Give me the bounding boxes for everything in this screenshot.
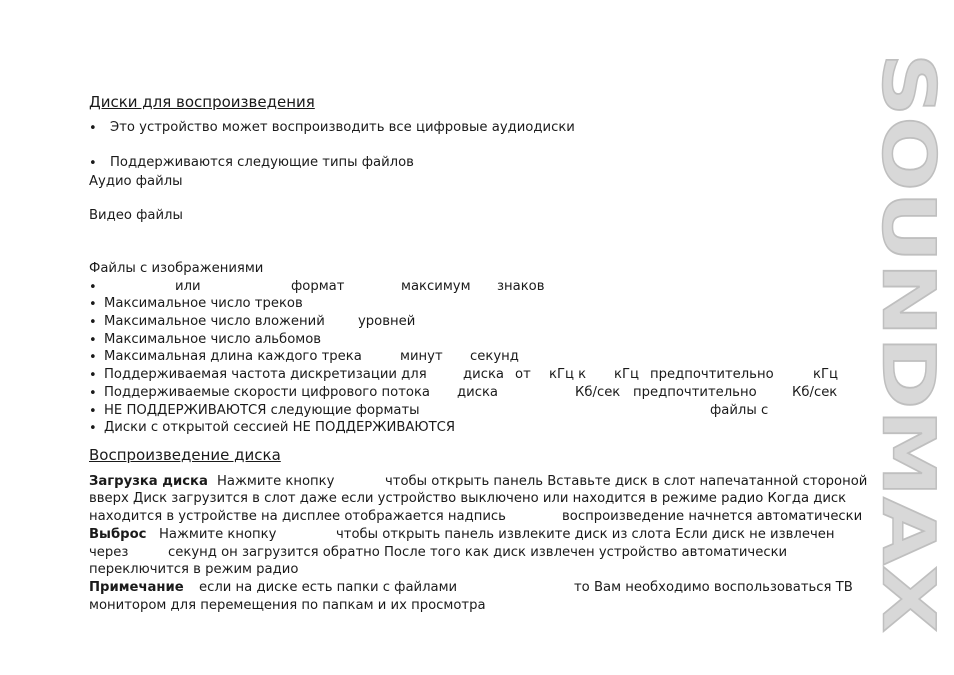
list-item-text: диска bbox=[463, 367, 504, 382]
bullet-marker: • bbox=[89, 297, 97, 312]
list-item-text: формат bbox=[291, 279, 345, 294]
list-item-text: от bbox=[515, 367, 531, 382]
eject-text: переключится в режим радио bbox=[89, 562, 299, 577]
list-item-text: предпочтительно bbox=[633, 385, 757, 400]
list-item-text: Максимальное число вложений bbox=[104, 314, 325, 329]
load-text: чтобы открыть панель Вставьте диск в слот напечатанной стороной bbox=[385, 474, 868, 489]
load-text: находится в устройстве на дисплее отображается надпись bbox=[89, 509, 506, 524]
load-text: Нажмите кнопку bbox=[217, 474, 335, 489]
eject-text: секунд он загрузится обратно После того как диск извлечен устройство автоматически bbox=[168, 545, 788, 560]
list-item-text: кГц к bbox=[549, 367, 587, 382]
section-title-discs: Диски для воспроизведения bbox=[89, 93, 315, 111]
bullet-marker: • bbox=[89, 333, 97, 348]
note-label: Примечание bbox=[89, 580, 184, 595]
list-item-text: предпочтительно bbox=[650, 367, 774, 382]
eject-text: Нажмите кнопку bbox=[159, 527, 277, 542]
list-item-text: знаков bbox=[497, 279, 545, 294]
soundmax-logo bbox=[866, 48, 951, 638]
list-item-text: минут bbox=[400, 349, 443, 364]
video-files-label: Видео файлы bbox=[89, 208, 183, 223]
list-item-text: Поддерживаемые скорости цифрового потока bbox=[104, 385, 430, 400]
audio-files-label: Аудио файлы bbox=[89, 174, 183, 189]
note-text: то Вам необходимо воспользоваться ТВ bbox=[574, 580, 853, 595]
list-item-text: Кб/сек bbox=[792, 385, 838, 400]
list-item-text: или bbox=[175, 279, 201, 294]
bullet-marker: • bbox=[89, 386, 97, 401]
list-item-text: максимум bbox=[401, 279, 471, 294]
eject-label: Выброс bbox=[89, 527, 147, 542]
list-item-text: диска bbox=[457, 385, 498, 400]
list-item-text: Максимальное число альбомов bbox=[104, 332, 322, 347]
list-item-text: секунд bbox=[470, 349, 519, 364]
list-item-text: Диски с открытой сессией НЕ ПОДДЕРЖИВАЮТСЯ bbox=[104, 420, 456, 435]
list-item-text: кГц bbox=[813, 367, 838, 382]
note-text: монитором для перемещения по папкам и их просмотра bbox=[89, 598, 486, 613]
list-item-text: Кб/сек bbox=[575, 385, 621, 400]
image-files-label: Файлы с изображениями bbox=[89, 261, 264, 276]
bullet-marker: • bbox=[89, 156, 97, 171]
list-item-text: уровней bbox=[358, 314, 416, 329]
list-item-text: Поддерживаемая частота дискретизации для bbox=[104, 367, 427, 382]
bullet-file-types: Поддерживаются следующие типы файлов bbox=[110, 155, 414, 170]
eject-text: чтобы открыть панель извлеките диск из слота Если диск не извлечен bbox=[336, 527, 835, 542]
bullet-marker: • bbox=[89, 368, 97, 383]
bullet-all-audio-discs: Это устройство может воспроизводить все цифровые аудиодиски bbox=[110, 120, 575, 135]
load-text: воспроизведение начнется автоматически bbox=[562, 509, 863, 524]
load-text: вверх Диск загрузится в слот даже если устройство выключено или находится в режиме радио Когда диск bbox=[89, 491, 847, 506]
bullet-marker: • bbox=[89, 121, 97, 136]
bullet-marker: • bbox=[89, 404, 97, 419]
list-item-text: НЕ ПОДДЕРЖИВАЮТСЯ следующие форматы bbox=[104, 403, 420, 418]
logo-text: SOUNDMAX bbox=[866, 53, 951, 528]
load-disc-label: Загрузка диска bbox=[89, 474, 208, 489]
list-item-text: файлы с bbox=[710, 403, 769, 418]
bullet-marker: • bbox=[89, 421, 97, 436]
note-text: если на диске есть папки с файлами bbox=[199, 580, 458, 595]
section-title-playback: Воспроизведение диска bbox=[89, 446, 281, 464]
list-item-text: кГц bbox=[614, 367, 639, 382]
bullet-marker: • bbox=[89, 350, 97, 365]
bullet-marker: • bbox=[89, 280, 97, 295]
list-item-text: Максимальная длина каждого трека bbox=[104, 349, 362, 364]
eject-text: через bbox=[89, 545, 129, 560]
bullet-marker: • bbox=[89, 315, 97, 330]
list-item-text: Максимальное число треков bbox=[104, 296, 303, 311]
